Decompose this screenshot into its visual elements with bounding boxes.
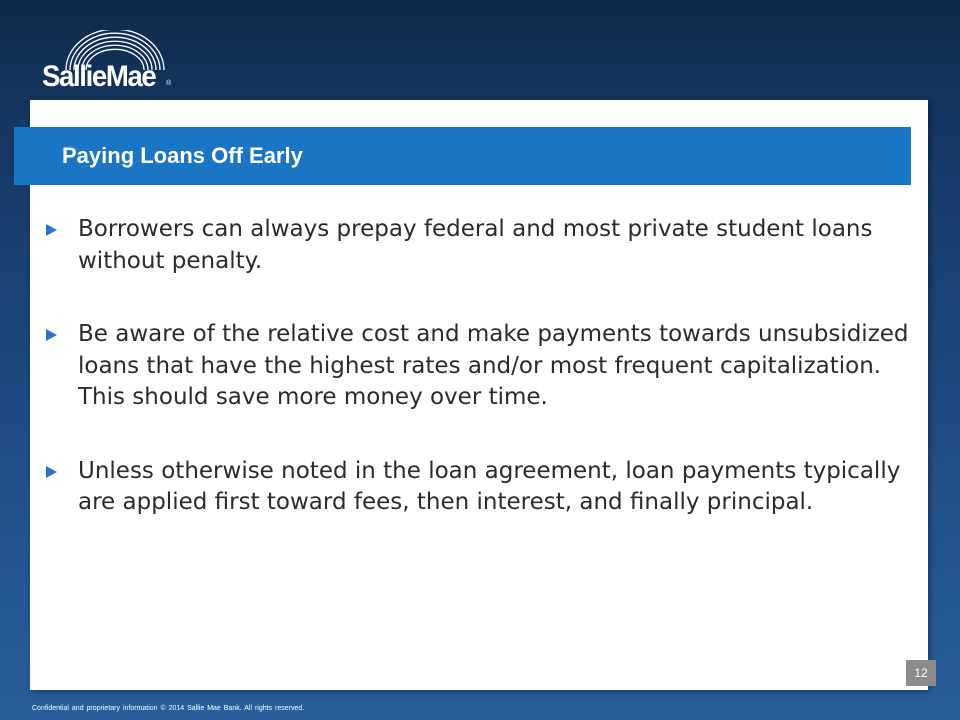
sallie-mae-logo [42, 30, 182, 94]
bullet-item [46, 456, 916, 519]
slide-title: Paying Loans Off Early [62, 143, 303, 168]
footer-legal-text: Confidential and proprietary information © 2014 Sallie Mae Bank. All rights reserved. [32, 705, 305, 712]
triangle-right-icon [46, 329, 57, 341]
bullet-item [46, 214, 916, 277]
bullet-list [46, 214, 916, 519]
bullet-item [46, 319, 916, 414]
title-bar-fold [14, 117, 24, 127]
bullet-text: Unless otherwise noted in the loan agreement, loan payments typically are applied first toward fees, then interest, and finally principal. [78, 457, 901, 515]
bullet-text: Borrowers can always prepay federal and most private student loans without penalty. [78, 216, 873, 274]
brand-trademark: ® [166, 80, 172, 87]
page-number-badge: 12 [906, 660, 936, 686]
brand-name: SallieMae [42, 60, 156, 93]
triangle-right-icon [46, 224, 57, 236]
triangle-right-icon [46, 466, 57, 478]
bullet-text: Be aware of the relative cost and make payments towards unsubsidized loans that have the highest rates and/or most frequent capitalization. This should save more money over time. [78, 321, 909, 410]
